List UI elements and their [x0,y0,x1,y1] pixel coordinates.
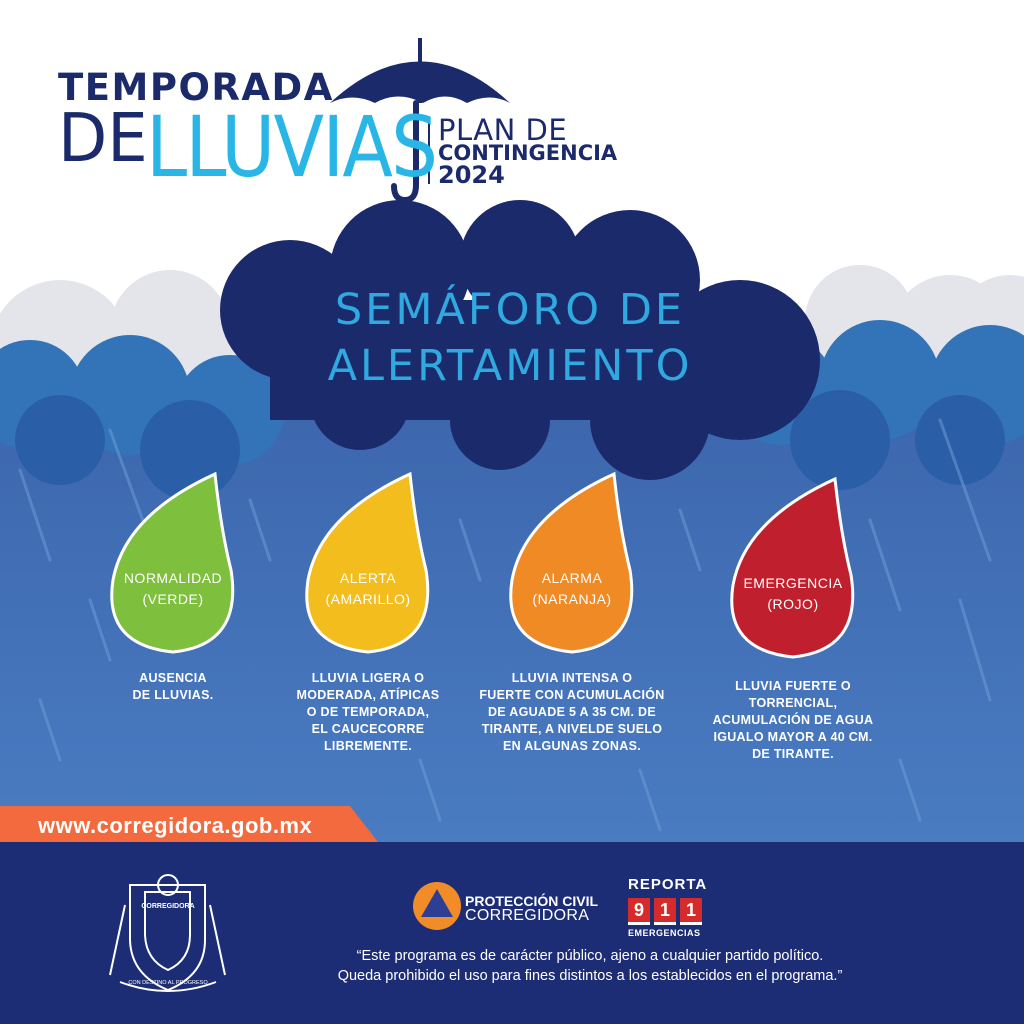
disclaimer-line1: “Este programa es de carácter público, ajeno a cualquier partido político. [356,948,824,964]
level-name: EMERGENCIA [743,575,843,591]
level-color-label: (AMARILLO) [325,591,411,607]
drop-2-shape [298,470,438,660]
description-line: DE AGUADE 5 A 35 CM. DE [487,705,657,719]
description-line: FUERTE CON ACUMULACIÓN [479,688,665,702]
alert-title-line1: SEMÁFORO DE [334,285,686,335]
shield-name: CORREGIDORA [141,903,195,910]
description-line: EN ALGUNAS ZONAS. [503,739,641,753]
level-color-label: (ROJO) [767,596,819,612]
header-temporada: TEMPORADA [58,66,334,109]
description-line: DE TIRANTE. [752,747,834,761]
website-link[interactable]: www.corregidora.gob.mx [38,813,313,838]
level-color-label: (NARANJA) [532,591,612,607]
level-3-description [462,670,682,755]
shield-motto: CON DESTINO AL PROGRESO [128,980,208,986]
description-line: O DE TEMPORADA, [306,705,430,719]
reporta-label: REPORTA [628,876,708,893]
drop-1-shape [103,470,243,660]
digit-1b: 1 [680,898,702,925]
description-line: TIRANTE, A NIVELDE SUELO [481,722,663,736]
drop-1-label [108,568,238,610]
header-de: DE [58,100,148,178]
drop-3-shape [502,470,642,660]
description-line: IGUALO MAYOR A 40 CM. [713,730,873,744]
digit-9: 9 [628,898,650,925]
header-lluvias: LLUVIAS [146,98,437,196]
proteccion-civil-title: PROTECCIÓN CIVIL [465,893,599,909]
level-1-description [63,670,283,704]
drop-4-label [728,573,858,615]
header-plan: PLAN DE [438,113,568,147]
alert-title-line2: ALERTAMIENTO [327,341,693,391]
description-line: DE LLUVIAS. [132,688,214,702]
emergencias-label: EMERGENCIAS [628,928,701,938]
level-name: ALARMA [541,570,603,586]
alert-title [300,282,720,394]
drop-3-label [507,568,637,610]
level-color-label: (VERDE) [142,591,204,607]
description-line: TORRENCIAL, [748,696,838,710]
drop-2-label [303,568,433,610]
description-line: AUSENCIA [139,671,207,685]
description-line: ACUMULACIÓN DE AGUA [712,713,874,727]
description-line: EL CAUCECORRE [311,722,425,736]
level-2-description [258,670,478,755]
disclaimer [270,946,910,986]
header-year: 2024 [438,161,505,189]
level-name: NORMALIDAD [123,570,223,586]
description-line: LLUVIA INTENSA O [511,671,633,685]
proteccion-civil-subtitle: CORREGIDORA [465,907,590,924]
level-name: ALERTA [339,570,397,586]
description-line: MODERADA, ATÍPICAS [296,688,440,702]
digit-1: 1 [654,898,676,925]
description-line: LIBREMENTE. [323,739,413,753]
header-contingencia: CONTINGENCIA [438,141,618,165]
disclaimer-line2: Queda prohibido el uso para fines distintos a los establecidos en el programa.” [337,968,843,984]
level-4-description [683,678,903,763]
description-line: LLUVIA FUERTE O [735,679,851,693]
description-line: LLUVIA LIGERA O [311,671,425,685]
drop-4-shape [723,475,863,665]
